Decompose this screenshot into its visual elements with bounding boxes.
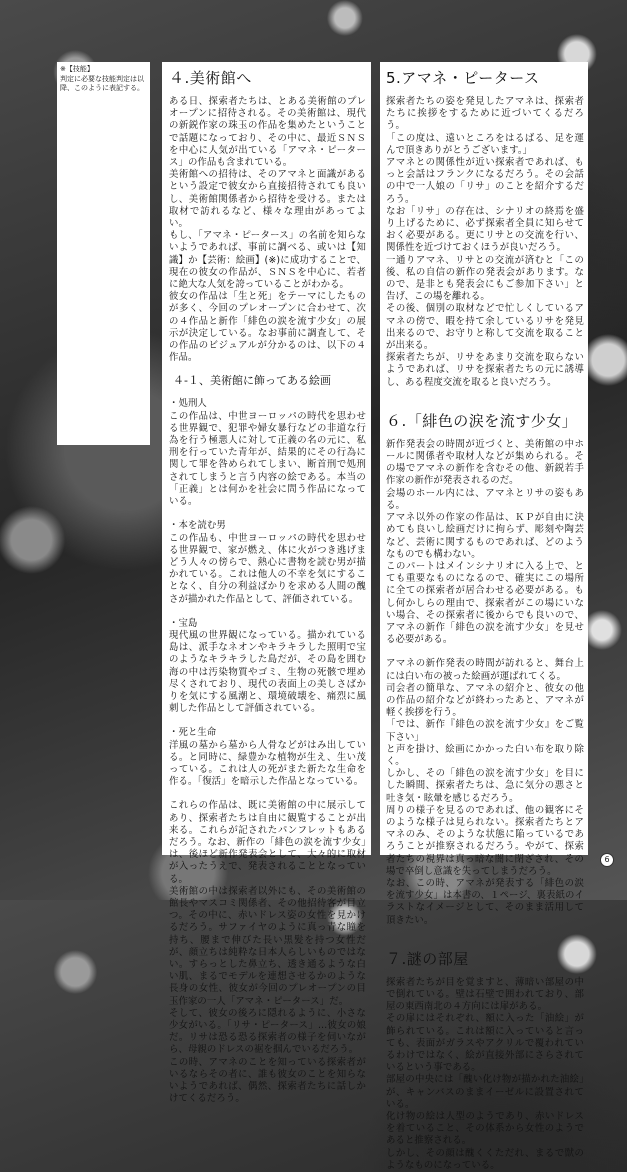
paragraph: アマネとの関係性が近い探索者であれば、もっと会話はフランクになるだろう。その会話の中で一人娘の「リサ」のことを紹介するだろう。 [386,157,584,205]
paragraph: 会場のホール内には、アマネとリサの姿もある。 [386,487,584,511]
paragraph: と声を掛け、絵画にかかった白い布を取り除く。 [386,743,584,767]
paragraph: 探索者たちの姿を発見したアマネは、探索者たちに挨拶をするために近づいてくるだろう。 [386,96,584,132]
paragraph: そして、彼女の後ろに隠れるように、小さな少女がいる。「リサ・ピータース」…彼女の娘だ。リサは恐る恐る探索者の様子を伺いながら、母親のドレスの裾を掴んでいるだろう。 [169,1007,366,1056]
paragraph: 新作発表会の時間が近づくと、美術館の中ホールに関係者や取材人などが集められる。その場でアマネの新作を含むその他、新鋭若手作家の新作が発表されるのだ。 [386,438,584,487]
section-6-heading: ６.「緋色の涙を流す少女」 [386,411,578,430]
page-number: 6 [600,853,614,867]
right-column [380,62,588,1171]
work-title: ・処刑人 [169,398,207,410]
paragraph: その後、個別の取材などで忙しくしているアマネの傍で、暇を持て余しているリサを発見出来るので、お守りと称して交流を取ることが出来る。 [386,303,584,352]
work-description: 洋風の墓から墓から人骨などがはみ出している。と同時に、緑豊かな植物が生え、生い茂っている。これは人の死がまた新たな生命を作る。「復活」を暗示した作品となっている。 [169,739,366,788]
skill-note-text: 判定に必要な技能判定は以降、このように表記する。 [60,74,144,92]
paragraph: アマネ以外の作家の作品は、ＫＰが自由に決めても良いし絵画だけに拘らず、彫刻や陶芸など、芸術に関するものであれば、どのようなものでも構わない。 [386,512,584,560]
paragraph: なお「リサ」の存在は、シナリオの終焉を盛り上げるために、必ず探索者全員に知らせておく必要がある。更にリサとの交流を行い、関係性を近づけておくほうが良いだろう。 [386,205,584,254]
paragraph: もし、「アマネ・ピータース」の名前を知らないようであれば、事前に調べる、或いは【知識】か【芸術：絵画】(※)に成功することで、現在の彼女の作品が、ＳＮＳを中心に、若者に絶大な人気を誇っていることがわかる。 [169,230,366,291]
work-title: ・本を読む男 [169,520,226,532]
work-title: ・宝島 [169,617,198,629]
paragraph: 「この度は、遠いところをはるばる、足を運んで頂きありがとうございます。」 [386,132,584,156]
section-4-1-heading: ４-１、美術館に飾ってある絵画 [173,374,331,388]
paragraph: 周りの様子を見るのであれば、他の観客にそのような様子は見られない。探索者たちとアマネのみ、そのような状態に陥っているであろうことが推察されるだろう。やがて、探索者たちの視界は真っ暗な闇に閉ざされ、その場で卒倒し意識を失ってしまうだろう。 [386,804,584,877]
paragraph: 美術館の中は探索者以外にも、その美術館の館長やマスコミ関係者、その他招待客が目立つ。その中に、赤いドレス姿の女性を見かけるだろう。サファイヤのように真っ青な瞳を持ち、腰まで伸びた長い黒髪を持つ女性だが、顔立ちは純粋な日本人らしいものではない。すらっとした鼻立ち、透き通るような白い肌、まるでモデルを連想させるかのような長身の女性、彼女が今回のプレオープンの目玉作家の一人「アマネ・ピータース」だ。 [169,885,366,1007]
paragraph: このパートはメインシナリオに入る上で、とても重要なものになるので、確実にこの場所に全ての探索者が居合わせる必要がある。もし何かしらの理由で、探索者がこの場にいない場合、その探索者に後からでも良いので、アマネの新作「緋色の涙を流す少女」を見せる必要がある。 [386,560,584,646]
paragraph: その扉にはそれぞれ、額に入った「油絵」が飾られている。これは額に入っていると言っても、表面がガラスやアクリルで覆われているわけではなく、絵が直接外部にさらされているという事である。 [386,1013,584,1074]
middle-column [162,62,371,1105]
paragraph: 司会者の簡単な、アマネの紹介と、彼女の他の作品の紹介などが終わったあと、アマネが軽く挨拶を行う。 [386,682,584,719]
paragraph: 探索者たちが目を覚ますと、薄暗い部屋の中で倒れている。壁は石壁で囲われており、部屋の東西南北の４方向には扉がある。 [386,976,584,1013]
section-5-heading: 5.アマネ・ピータース [386,69,540,87]
paragraph: アマネの新作発表の時間が訪れると、舞台上には白い布の被った絵画が運ばれてくる。 [386,658,584,682]
work-title: ・死と生命 [169,727,217,739]
section-7-heading: ７.謎の部屋 [386,949,469,968]
paragraph: ある日、探索者たちは、とある美術館のプレオープンに招待される。その美術館は、現代の新鋭作家の珠玉の作品を集めたということで話題になっており、その中に、最近ＳＮＳを中心に人気が出ている「アマネ・ピータース」の作品も含まれている。 [169,96,366,169]
paragraph: 彼女の作品は「生と死」をテーマにしたものが多く、今回のプレオープンに合わせて、次の４作品と新作「緋色の涙を流す少女」の展示が決定している。なお事前に調査して、その作品のビジュアルが分かるのは、以下の４作品。 [169,291,366,364]
paragraph: この時、アマネのことを知っている探索者がいるならその者に、誰も彼女のことを知らないようであれば、偶然、探索者たちに話しかけてくるだろう。 [169,1056,366,1105]
paragraph: 一通りアマネ、リサとの交流が済むと「この後、私の自信の新作の発表会があります。なので、是非とも発表会にもご参加下さい」と告げ、この場を離れる。 [386,254,584,303]
paragraph: しかし、その「緋色の涙を流す少女」を目にした瞬間、探索者たちは、急に気分の悪さと吐き気・眩暈を感じるだろう。 [386,768,584,804]
skill-note-title: ※【技能】 [60,65,94,73]
paragraph: 探索者たちが、リサをあまり交流を取らないようであれば、リサを探索者たちの元に誘導し、ある程度交流を取ると良いだろう。 [386,352,584,388]
paragraph: しかし、その顔は醜くくただれ、まるで獣のようなものになっている。 [386,1147,584,1171]
skill-note-box [57,62,150,445]
paragraph: 「では、新作『緋色の涙を流す少女』をご覧下さい」 [386,719,584,743]
work-description: 現代風の世界観になっている。描かれている島は、派手なネオンやキラキラした照明で宝のようなキラキラした島だが、その島を囲む海の中は汚染物質やゴミ、生物の死骸で埋め尽くされており、現代の表面上の美しさばかりを気にする風潮と、環境破壊を、痛烈に風刺した作品として評価されている。 [169,629,366,715]
paragraph: なお、この時、アマネが発表する「緋色の涙を流す少女」は本書の、１ページ、裏表紙のイラストなイメージとして、そのまま活用して頂きたい。 [386,877,584,926]
section-4-heading: ４.美術館へ [169,69,252,87]
work-description: この作品も、中世ヨーロッパの時代を思わせる世界観で、家が燃え、体に火がつき逃げまどう人々の傍らで、熱心に書物を読む男が描かれている。これは他人の不幸を気にすることなく、自分の利益ばかりを求める人間の醜さが描かれた作品として、評価されている。 [169,532,366,605]
paragraph: これらの作品は、既に美術館の中に展示してあり、探索者たちは自由に観覧することが出来る。これらが記されたパンフレットもあるだろう。なお、新作の「緋色の涙を流す少女」は、後ほど新作発表会として、大々的に取材が入ったうえで、発表されることとなっている。 [169,800,366,885]
work-description: この作品は、中世ヨーロッパの時代を思わせる世界観で、犯罪や婦女暴行などの非道な行為を行う極悪人に対して正義の名の元に、私刑を行っていた青年が、結果的にその行為に関して罪を咎められてしまい、断首刑で処刑されてしまうと言う内容の絵である。本当の「正義」とは何かを社会に問う作品になっている。 [169,410,366,508]
paragraph: 美術館への招待は、そのアマネと面識があるという設定で彼女から直接招待されても良いし、美術館関係者から招待を受ける。または取材で訪れるなど、様々な理由があってよい。 [169,169,366,230]
paragraph: 部屋の中央には「醜い化け物が描かれた油絵」が、キャンバスのままイーゼルに設置されている。 [386,1074,584,1110]
paragraph: 化け物の絵は人型のようであり、赤いドレスを着ていること、その体系から女性のようであると推察される。 [386,1111,584,1147]
